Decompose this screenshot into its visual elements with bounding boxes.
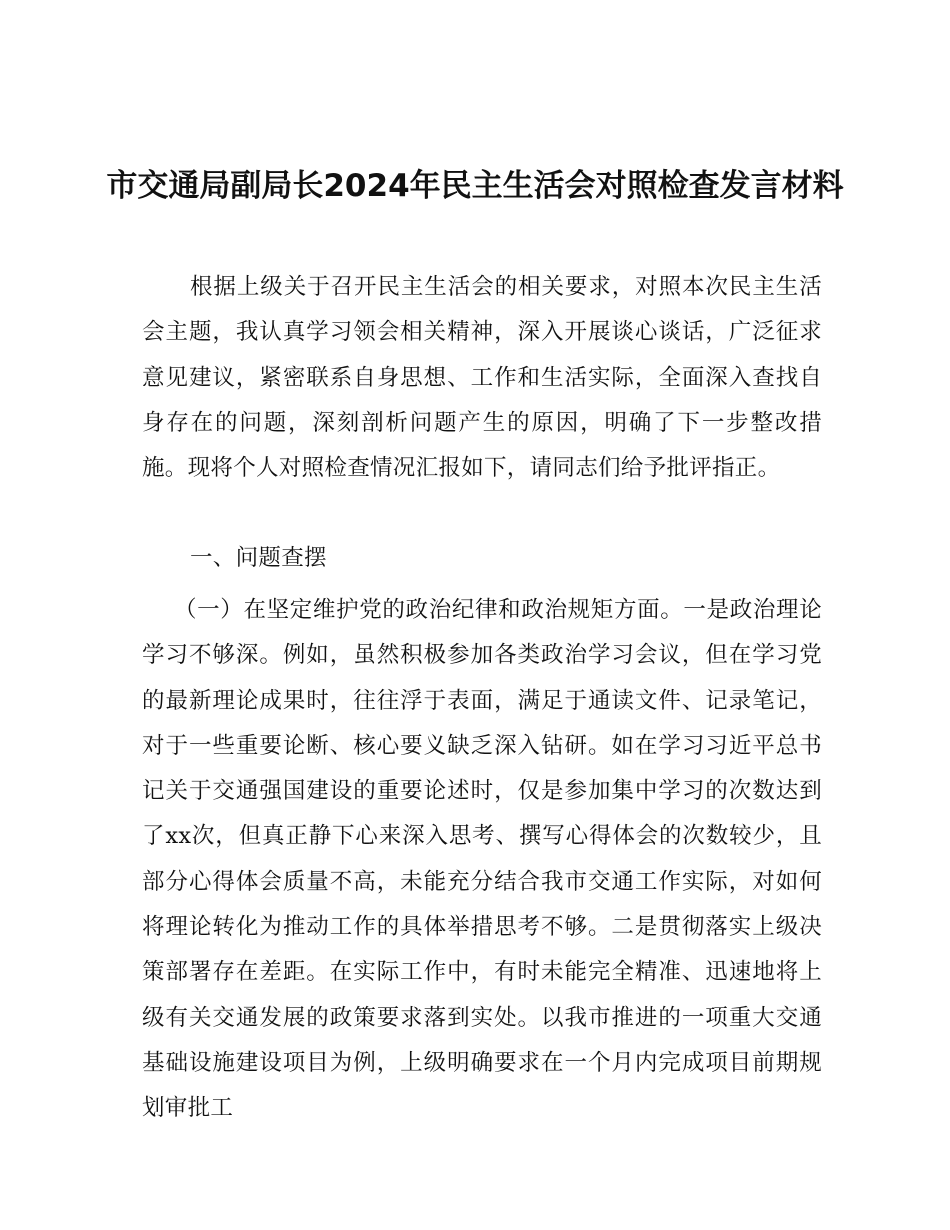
section-paragraph: （一）在坚定维护党的政治纪律和政治规矩方面。一是政治理论学习不够深。例如，虽然积极参加各类政治学习会议，但在学习党的最新理论成果时，往往浮于表面，满足于通读文件、记录笔记，对于一些重要论断、核心要义缺乏深入钻研。如在学习习近平总书记关于交通强国建设的重要论述时，仅是参加集中学习的次数达到了xx次，但真正静下心来深入思考、撰写心得体会的次数较少，且部分心得体会质量不高，未能充分结合我市交通工作实际，对如何将理论转化为推动工作的具体举措思考不够。二是贯彻落实上级决策部署存在差距。在实际工作中，有时未能完全精准、迅速地将上级有关交通发展的政策要求落到实处。以我市推进的一项重大交通基础设施建设项目为例，上级明确要求在一个月内完成项目前期规划审批工 [142,597,822,1122]
intro-paragraph: 根据上级关于召开民主生活会的相关要求，对照本次民主生活会主题，我认真学习领会相关精神，深入开展谈心谈话，广泛征求意见建议，紧密联系自身思想、工作和生活实际，全面深入查找自身存在的问题，深刻剖析问题产生的原因，明确了下一步整改措施。现将个人对照检查情况汇报如下，请同志们给予批评指正。 [142,274,822,482]
section-heading: 一、问题查摆 [190,545,327,571]
document-title: 市交通局副局长2024年民主生活会对照检查发言材料 [106,168,844,204]
